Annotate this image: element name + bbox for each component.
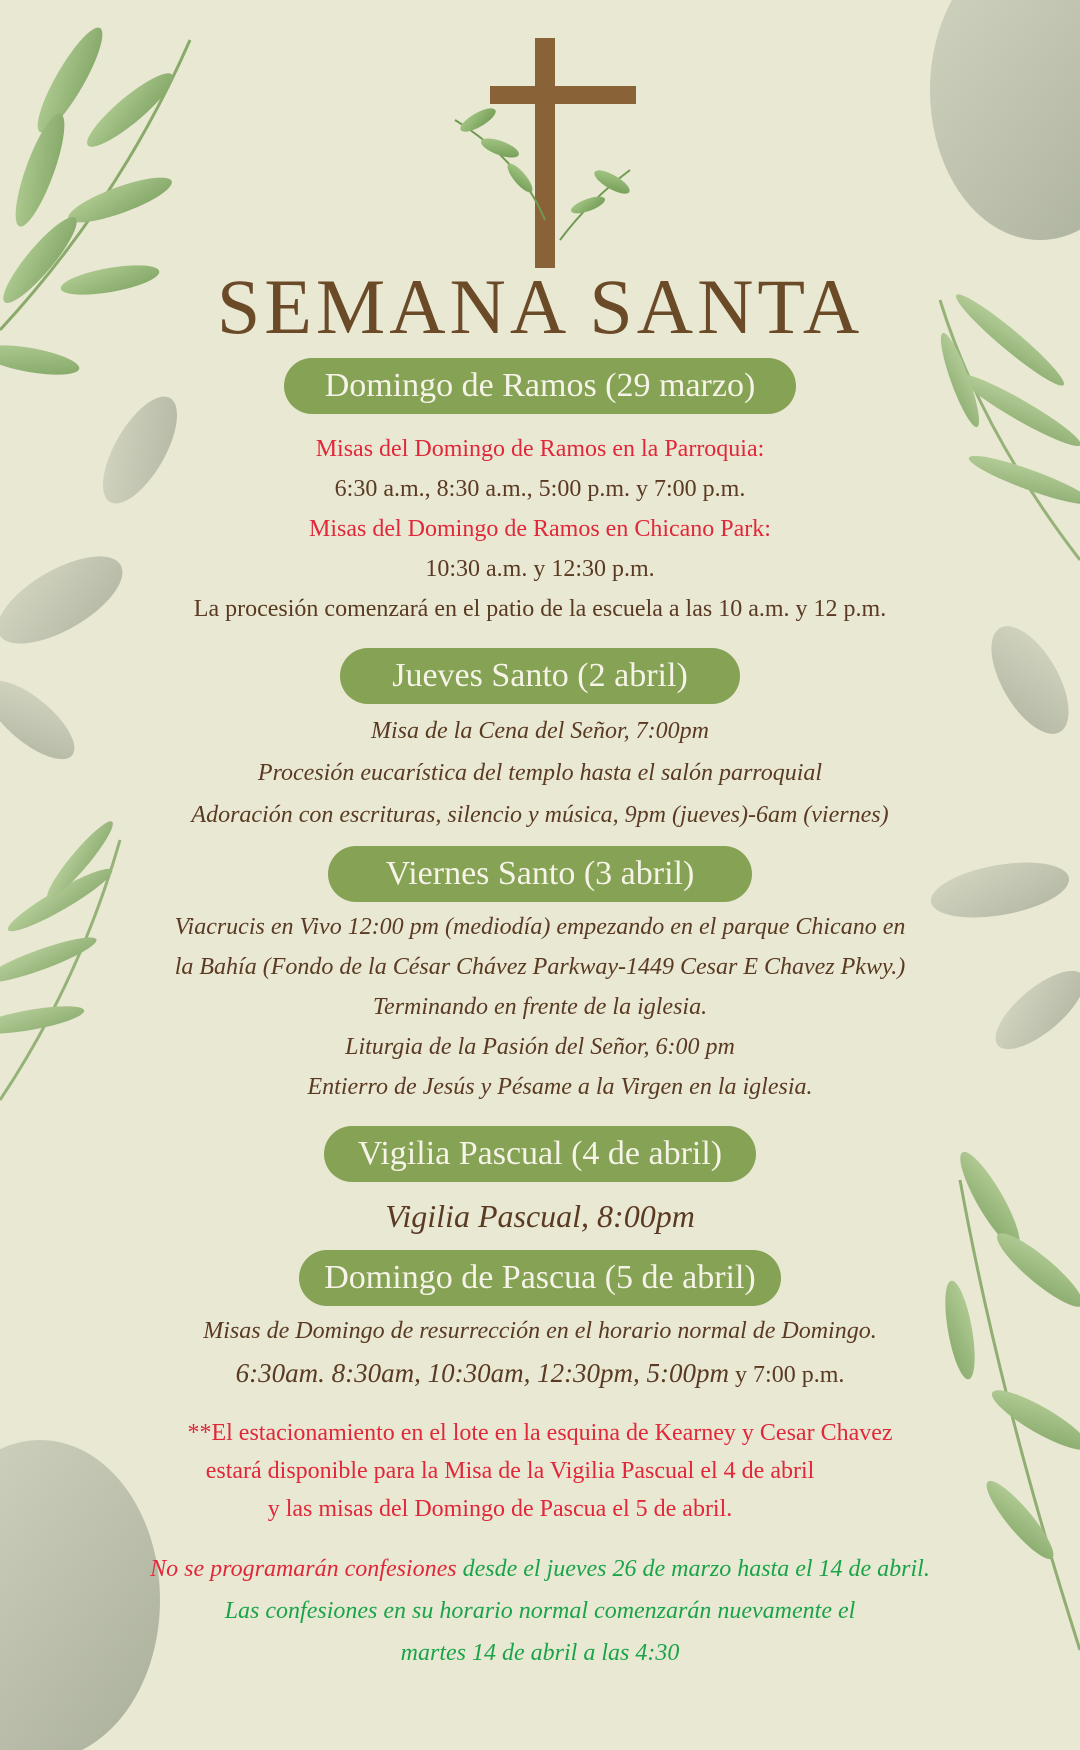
- ramos-line-3: Misas del Domingo de Ramos en Chicano Park:: [309, 516, 771, 542]
- confessions-green: desde el jueves 26 de marzo hasta el 14 de abril.: [456, 1556, 930, 1582]
- confessions-line-1: [0, 1556, 1080, 1583]
- pascua-line-2: [0, 1358, 1080, 1389]
- viernes-line-2: la Bahía (Fondo de la César Chávez Parkway-1449 Cesar E Chavez Pkwy.): [174, 954, 906, 980]
- ramos-line-2: 6:30 a.m., 8:30 a.m., 5:00 p.m. y 7:00 p.m.: [334, 476, 746, 502]
- section-heading-vigilia-pascual: Vigilia Pascual (4 de abril): [324, 1126, 756, 1182]
- pascua-line-1: Misas de Domingo de resurrección en el horario normal de Domingo.: [203, 1318, 877, 1344]
- vigilia-line-1: Vigilia Pascual, 8:00pm: [385, 1198, 695, 1234]
- ramos-line-4: 10:30 a.m. y 12:30 p.m.: [425, 556, 655, 582]
- parking-line-3: y las misas del Domingo de Pascua el 5 de abril.: [267, 1496, 733, 1522]
- jueves-line-2: Procesión eucarística del templo hasta el salón parroquial: [257, 760, 823, 786]
- section-heading-viernes-santo: Viernes Santo (3 abril): [328, 846, 752, 902]
- ramos-line-1: Misas del Domingo de Ramos en la Parroquia:: [315, 436, 765, 462]
- parking-line-1: **El estacionamiento en el lote en la esquina de Kearney y Cesar Chavez: [187, 1420, 893, 1446]
- parking-line-2: estará disponible para la Misa de la Vigilia Pascual el 4 de abril: [205, 1458, 815, 1484]
- confessions-line-3: martes 14 de abril a las 4:30: [400, 1640, 680, 1666]
- section-heading-jueves-santo: Jueves Santo (2 abril): [340, 648, 740, 704]
- section-heading-domingo-pascua: Domingo de Pascua (5 de abril): [299, 1250, 781, 1306]
- viernes-line-4: Liturgia de la Pasión del Señor, 6:00 pm: [345, 1034, 735, 1060]
- viernes-line-1: Viacrucis en Vivo 12:00 pm (mediodía) empezando en el parque Chicano en: [174, 914, 906, 940]
- section-heading-domingo-ramos: Domingo de Ramos (29 marzo): [284, 358, 796, 414]
- pascua-times-end: y 7:00 p.m.: [735, 1362, 845, 1388]
- jueves-line-3: Adoración con escrituras, silencio y música, 9pm (jueves)-6am (viernes): [191, 802, 889, 828]
- confessions-line-2: Las confesiones en su horario normal comenzarán nuevamente el: [224, 1598, 856, 1624]
- jueves-line-1: Misa de la Cena del Señor, 7:00pm: [371, 718, 709, 744]
- page-title: SEMANA SANTA: [216, 263, 864, 350]
- confessions-red: No se programarán confesiones: [150, 1556, 457, 1582]
- ramos-line-5: La procesión comenzará en el patio de la escuela a las 10 a.m. y 12 p.m.: [193, 596, 887, 622]
- viernes-line-3: Terminando en frente de la iglesia.: [372, 994, 708, 1020]
- pascua-times: 6:30am. 8:30am, 10:30am, 12:30pm, 5:00pm: [235, 1358, 730, 1388]
- viernes-line-5: Entierro de Jesús y Pésame a la Virgen en la iglesia.: [307, 1074, 813, 1100]
